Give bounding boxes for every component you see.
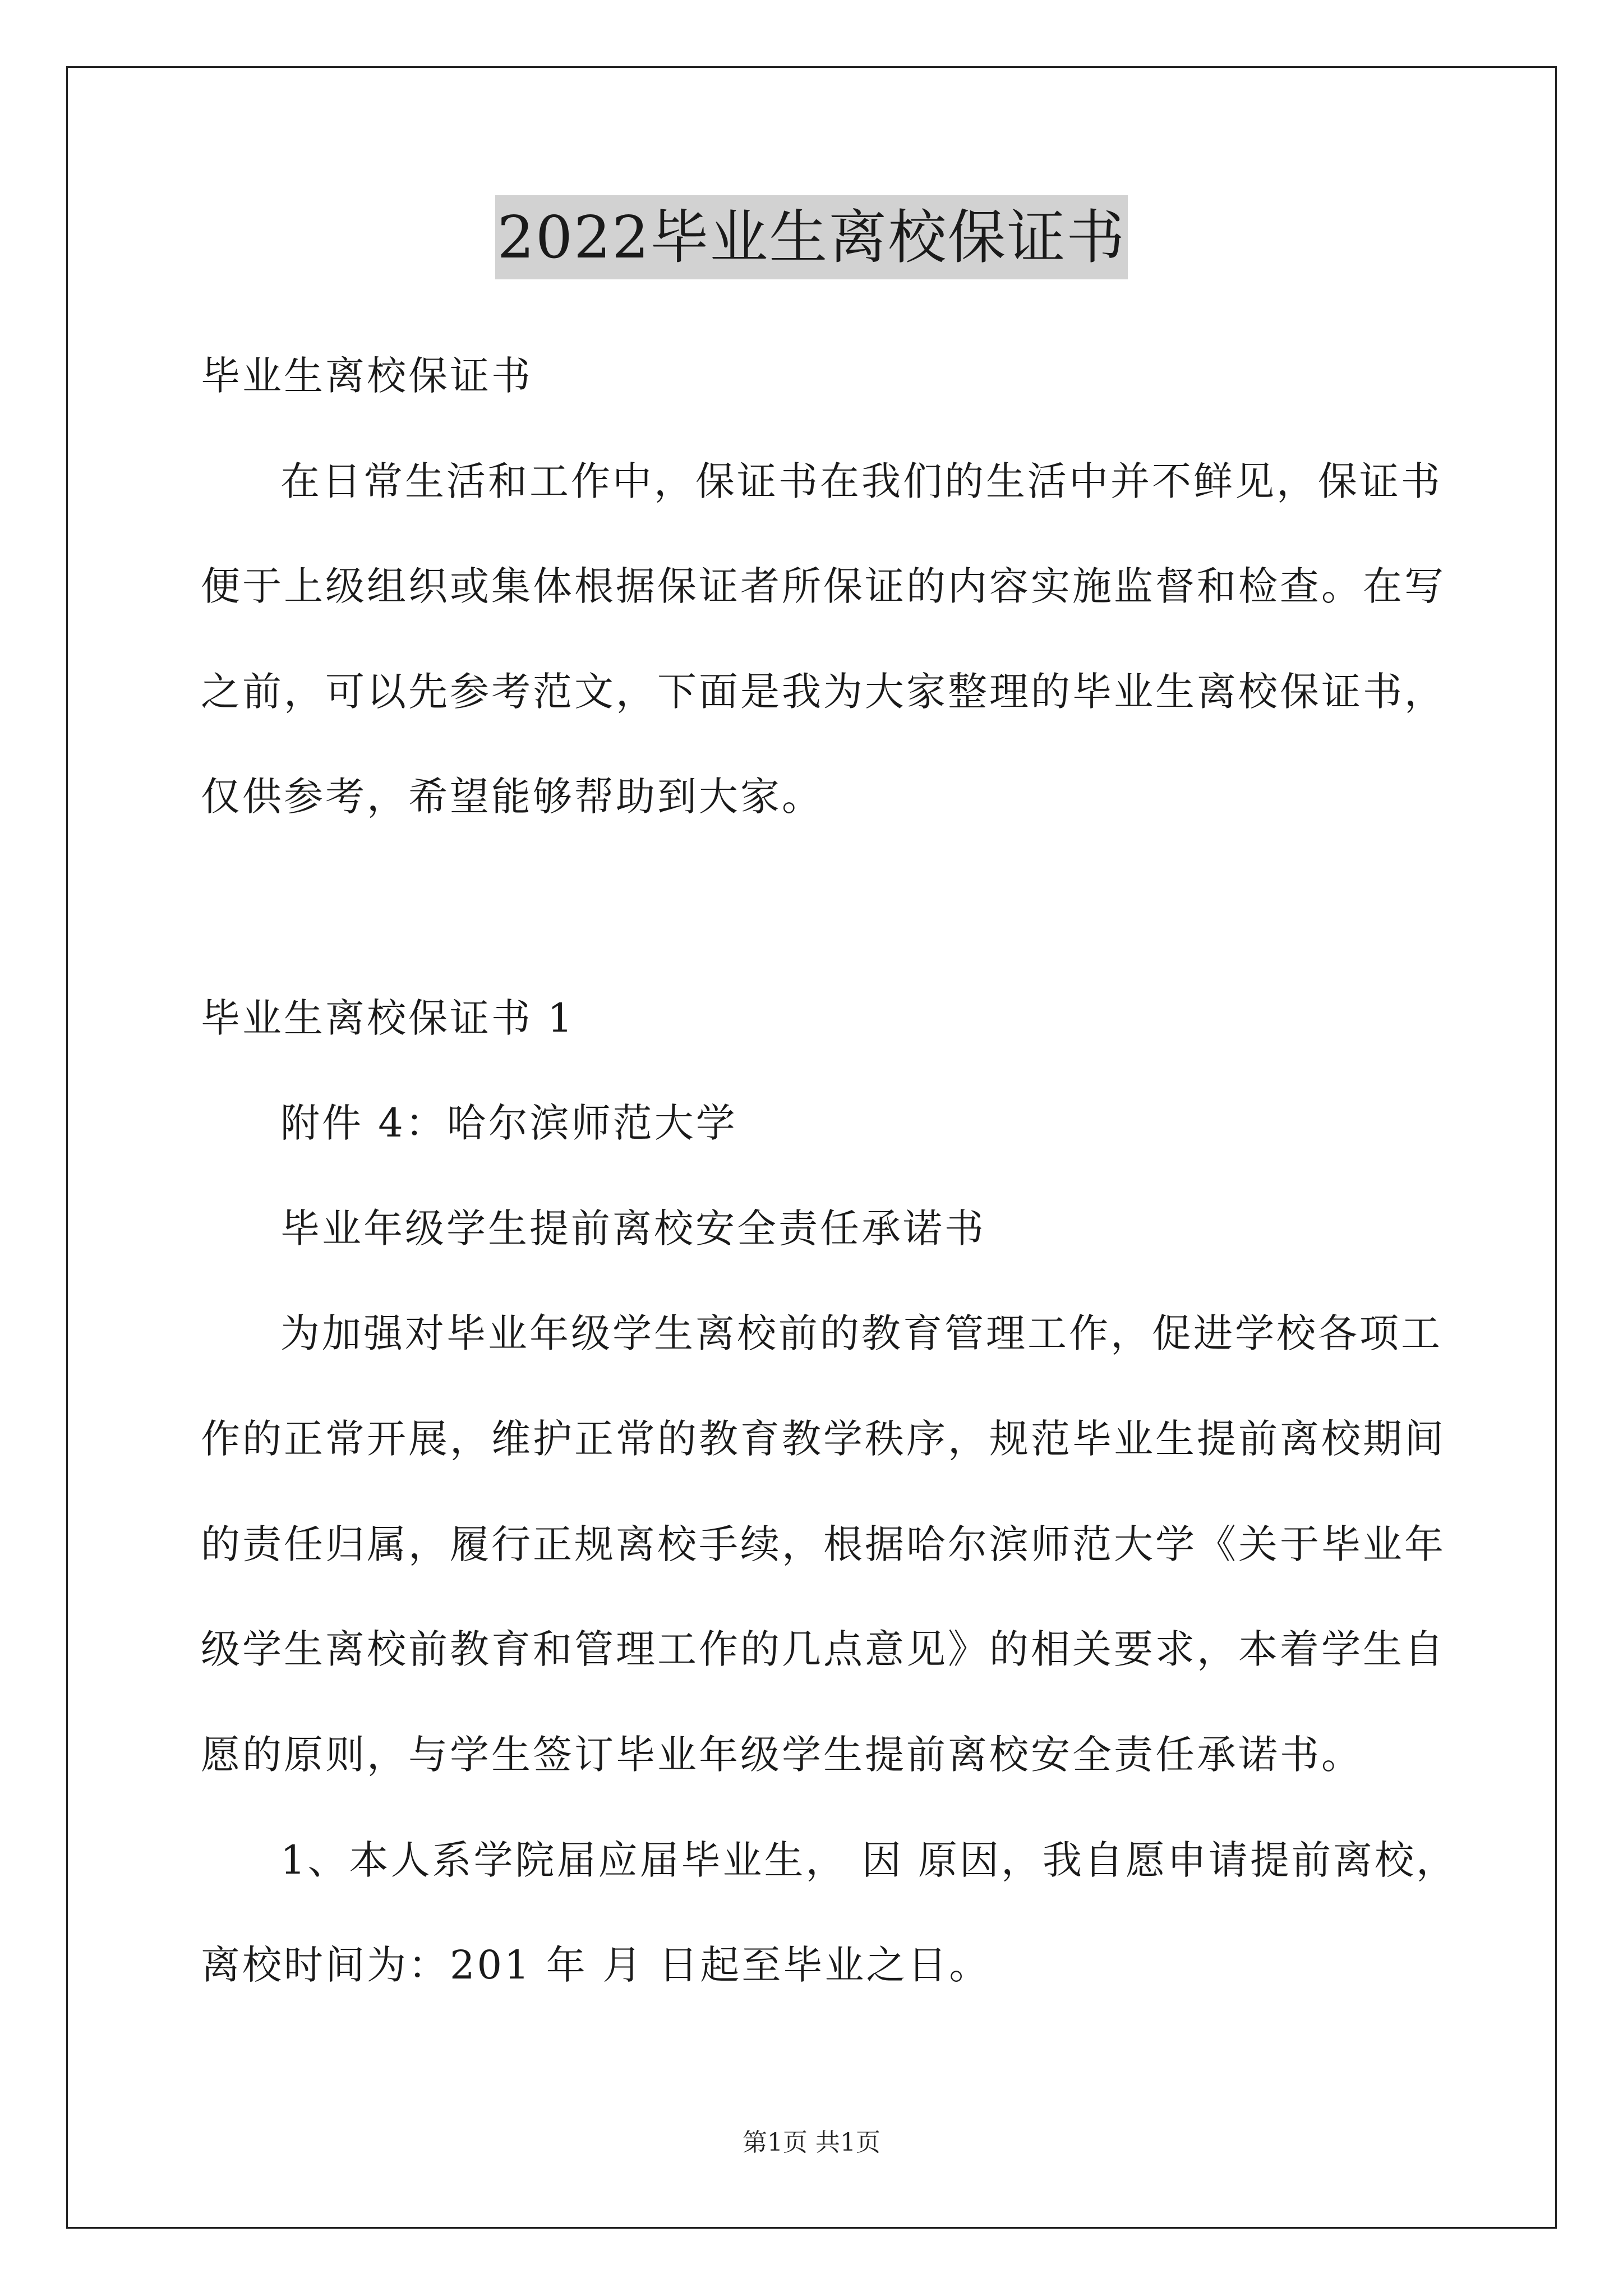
paragraph-line: 仅供参考，希望能够帮助到大家。 — [201, 774, 823, 820]
document-title: 2022毕业生离校保证书 — [495, 195, 1128, 279]
paragraph-line: 作的正常开展，维护正常的教育教学秩序，规范毕业生提前离校期间 — [201, 1416, 1446, 1462]
paragraph-line: 的责任归属，履行正规离校手续，根据哈尔滨师范大学《关于毕业年 — [201, 1521, 1446, 1567]
paragraph-line: 在日常生活和工作中，保证书在我们的生活中并不鲜见，保证书 — [280, 458, 1442, 504]
paragraph-line: 级学生离校前教育和管理工作的几点意见》的相关要求，本着学生自 — [201, 1626, 1446, 1672]
paragraph-line: 便于上级组织或集体根据保证者所保证的内容实施监督和检查。在写 — [201, 563, 1446, 609]
paragraph-line: 1、本人系学院届应届毕业生， 因 原因，我自愿申请提前离校， — [280, 1837, 1458, 1883]
paragraph-line: 之前，可以先参考范文，下面是我为大家整理的毕业生离校保证书， — [201, 669, 1446, 715]
paragraph-line: 愿的原则，与学生签订毕业年级学生提前离校安全责任承诺书。 — [201, 1732, 1363, 1778]
paragraph-line: 附件 4：哈尔滨师范大学 — [280, 1100, 737, 1146]
title-container — [0, 195, 1623, 279]
section-heading: 毕业生离校保证书 — [201, 353, 533, 399]
paragraph-line: 离校时间为：201 年 月 日起至毕业之日。 — [201, 1942, 991, 1988]
section-heading: 毕业生离校保证书 1 — [201, 995, 575, 1041]
page-footer: 第1页 共1页 — [743, 2128, 880, 2157]
paragraph-line: 毕业年级学生提前离校安全责任承诺书 — [280, 1205, 986, 1251]
paragraph-line: 为加强对毕业年级学生离校前的教育管理工作，促进学校各项工 — [280, 1310, 1442, 1356]
